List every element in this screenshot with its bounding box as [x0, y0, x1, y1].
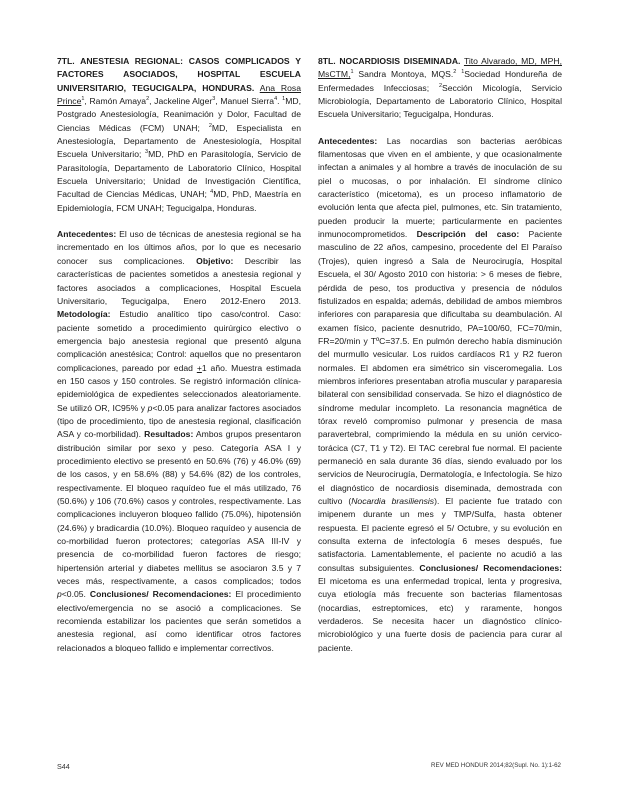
section-label: Metodología:: [57, 309, 111, 320]
affiliation: MD, PhD en Parasitología, Servicio de Parasitología, Departamento de Laboratorio Clínico, Hospital Escuela Universitario; Unidad de Investigación Científica, Facultad de Ciencias Médicas, UNAH;: [57, 149, 302, 200]
article-7tl-title: 7TL. ANESTESIA REGIONAL: CASOS COMPLICADOS Y FACTORES ASOCIADOS, HOSPITAL ESCUELA UNIVERSITARIO, TEGUCIGALPA, HONDURAS.: [57, 56, 301, 93]
page-number: S44: [57, 762, 70, 771]
section-label: Antecedentes:: [57, 229, 117, 240]
affiliation: Sociedad Hondureña de Enfermedades Infecciosas;: [318, 69, 562, 93]
article-7tl-abstract: Antecedentes: El uso de técnicas de anestesia regional se ha incrementado en los últimos años, por lo que es necesario conocer sus complicaciones. Objetivo: Describir las características de pacientes sometidos a anestesia regional y factores asociados a complicaciones, Hospital Escuela Universitario, Tegucigalpa, Enero 2012-Enero 2013. Metodología: Estudio analítico tipo caso/control. Caso: paciente sometido a procedimiento quirúrgico electivo o emergencia bajo anestesia regional que presentó alguna complicación anestésica; Control: aquellos que no presentaron complicaciones, pareado por edad +1 año. Muestra estimada en 150 casos y 150 controles. Se registró información clínica-epidemiológica de expedientes seleccionados aleatoriamente. Se utilizó OR, IC95% y p<0.05 para analizar factores asociados (tipo de procedimiento, tipo de anestesia regional, clasificación ASA y co-morbilidad). Resultados: Ambos grupos presentaron distribución similar por sexo y peso. Categoría ASA I y procedimiento electivo se presentó en 50.6% (76) y 46.0% (69) de los casos, y en 58.6% (88) y 54.6% (82) de los controles, respectivamente. El bloqueo raquídeo fue el más utilizado, 76 (50.6%) y 106 (70.6%) casos y controles, respectivamente. Las complicaciones incluyeron bloqueo fallido (75.0%), hipotensión (24.6%) y bradicardia (10.0%). Bloqueo raquídeo y ausencia de co-morbilidad fueron protectores; categorías ASA III-IV y presencia de co-morbilidad fueron factores de riesgo; hipertensión arterial y diabetes mellitus se asociaron 3.5 y 7 veces más, respectivamente, a casos complicados; todos p<0.05. Conclusiones/ Recomendaciones: El procedimiento electivo/emergencia no se asoció a complicaciones. Se recomienda estabilizar los pacientes que serán sometidos a anestesia regional, así como identificar otros factores relacionados a bloqueo fallido e implementar correctivos.: [57, 229, 302, 653]
affiliation: MD, Postgrado Anestesiología, Reanimación y Dolor, Facultad de Ciencias Médicas (FCM) UNAH;: [57, 96, 301, 133]
section-label: Conclusiones/ Recomendaciones:: [89, 589, 232, 600]
section-label: Resultados:: [144, 429, 194, 440]
section-label: Objetivo:: [196, 255, 234, 266]
article-8tl-title: 8TL. NOCARDIOSIS DISEMINADA.: [318, 56, 461, 66]
journal-reference: REV MED HONDUR 2014;82(Supl. No. 1):1-62: [431, 762, 561, 769]
article-7tl-header: 7TL. ANESTESIA REGIONAL: CASOS COMPLICADOS Y FACTORES ASOCIADOS, HOSPITAL ESCUELA UNIVERSITARIO, TEGUCIGALPA, HONDURAS. Ana Rosa Prince$^1$, Ramón Amaya$^2$, Jackeline Alger$^3$, Manuel Sierra$^4$. $^1$MD, Postgrado Anestesiología, Reanimación y Dolor, Facultad de Ciencias Médicas (FCM) UNAH; $^2$MD, Especialista en Anestesiología, Departamento de Anestesiología, Hospital Escuela Universitario; $^3$MD, PhD en Parasitología, Servicio de Parasitología, Departamento de Laboratorio Clínico, Hospital Escuela Universitario; Unidad de Investigación Científica, Facultad de Ciencias Médicas, UNAH; $^4$MD, PhD, Maestría en Epidemiología, FCM UNAH; Tegucigalpa, Honduras.: [57, 56, 302, 213]
lead-author: Ana Rosa Prince: [57, 82, 301, 107]
affiliation: Sección Micología, Servicio Microbiología, Departamento de Laboratorio Clínico, Hospital Escuela Universitario; Tegucigalpa, Honduras.: [318, 82, 562, 120]
left-column: [57, 55, 301, 655]
section-label: Antecedentes:: [318, 135, 378, 146]
right-column: [318, 55, 562, 655]
affiliation: MD, Especialista en Anestesiología, Departamento de Anestesiología, Hospital Escuela Universitario;: [57, 122, 301, 160]
affiliation: MD, PhD, Maestría en Epidemiología, FCM UNAH; Tegucigalpa, Honduras.: [57, 189, 301, 213]
section-label: Descripción del caso:: [416, 229, 520, 240]
author: Sandra Montoya, MQS.: [353, 69, 454, 80]
section-label: Conclusiones/ Recomendaciones:: [419, 562, 562, 573]
author: Manuel Sierra: [220, 96, 275, 107]
author: Ramón Amaya: [89, 96, 147, 107]
article-8tl-abstract: Antecedentes: Las nocardias son bacterias aeróbicas filamentosas que viven en el ambiente, y que ocasionalmente infectan a animales y al hombre a través de inoculación de su piel o mucosas, o por inhalación. El síndrome clínico característico (micetoma), es un proceso inflamatorio de evolución lenta que afecta piel, pulmones, etc. Sin tratamiento, pueden producir la muerte; particularmente en pacientes inmunocomprometidos. Descripción del caso: Paciente masculino de 22 años, campesino, procedente del El Paraíso (Trojes), quien ingresó a Sala de Neurocirugía, Hospital Escuela, el 30/ Agosto 2010 con historia: > 6 meses de fiebre, pérdida de peso, tos productiva y presencia de nódulos fistulizados en espalda; además, debilidad de ambos miembros inferiores con paraparesia que dificultaba su deambulación. Al examen físico, paciente desnutrido, PA=100/60, FC=70/min, FR=20/min y TºC=37.5. En pulmón derecho había disminución del murmullo vesicular. Los ruidos cardíacos R1 y R2 fueron normales. El abdomen era simétrico sin visceromegalia. Los miembros inferiores presentaban atrofia muscular y paraparesia bilateral con sensibilidad conservada. Se hizo el diagnóstico de síndrome medular incompleto. La resonancia magnética de tórax reveló compromiso pulmonar y presencia de masa paravertebral, comprimiendo la médula en su unión cervico-torácica (C7, T1 y T2). El TAC cerebral fue normal. El paciente permaneció en sala durante 36 días, siendo evaluado por los servicios de Neurocirugía, Dermatología, e Infectología. Se hizo el diagnóstico de nocardiosis diseminada, demostrada con cultivo (Nocardia brasiliensis). El paciente fue tratado con imipenem durante un mes y TMP/Sulfa, hasta obtener respuesta. El paciente egresó el 5/ Octubre, y su evolución en consulta externa de infectología 6 meses después, fue satisfactoria. Lamentablemente, el paciente no acudió a las consultas subsiguientes. Conclusiones/ Recomendaciones: El micetoma es una enfermedad tropical, lenta y progresiva, cuya etiología más frecuente son bacterias filamentosas (nocardias, estreptomices, etc) y raramente, hongos verdaderos. Se necesita hacer un diagnóstico clínico-microbiológico y una fuerte dosis de paciencia para curar al paciente.: [318, 135, 562, 653]
article-8tl-header: 8TL. NOCARDIOSIS DISEMINADA. Tito Alvarado, MD, MPH, MsCTM,$^1$ Sandra Montoya, MQS.$^2$ $^1$Sociedad Hondureña de Enfermedades Infecciosas; $^2$Sección Micología, Servicio Microbiología, Departamento de Laboratorio Clínico, Hospital Escuela Universitario; Tegucigalpa, Honduras.: [318, 56, 562, 120]
lead-author: Tito Alvarado, MD, MPH, MsCTM,: [318, 56, 562, 80]
author: Jackeline Alger: [154, 96, 213, 107]
